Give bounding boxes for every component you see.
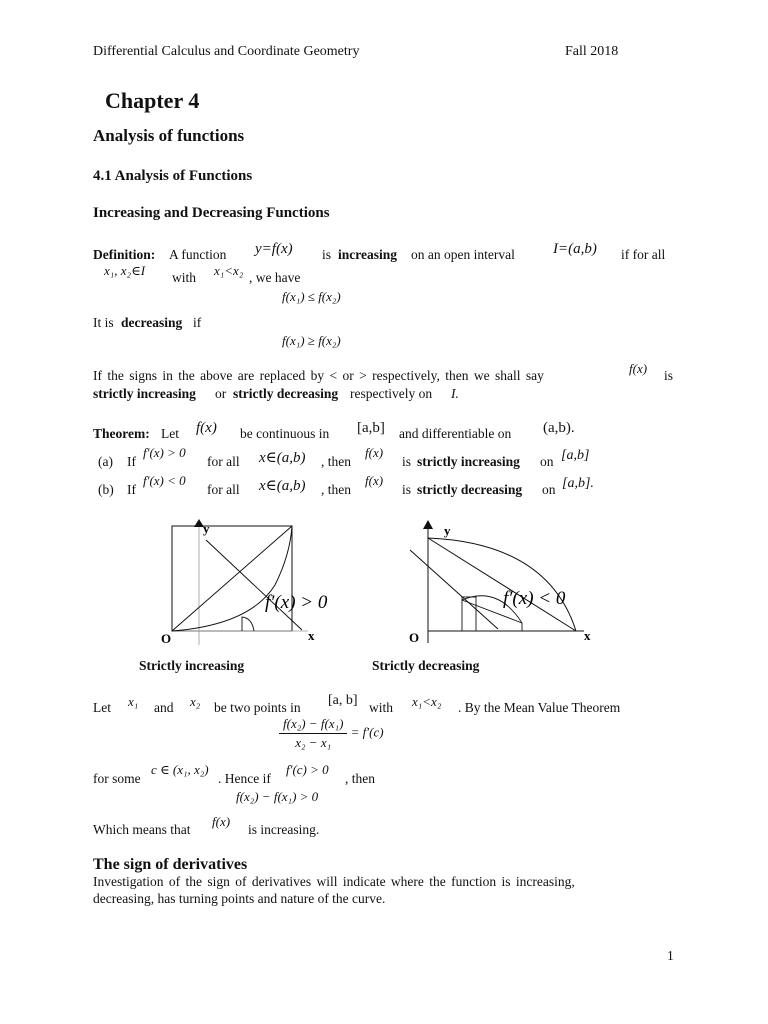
running-header-title: Differential Calculus and Coordinate Geometry: [93, 44, 360, 59]
theorem-text: and differentiable on: [399, 426, 512, 441]
math-derivative-negative: f′(x) < 0: [143, 473, 186, 488]
math-closed-interval: [a,b].: [562, 476, 594, 491]
theorem-label: Theorem:: [93, 426, 150, 441]
origin-label: O: [161, 631, 172, 646]
page-number: 1: [667, 948, 674, 963]
mvt-text: Which means that: [93, 822, 191, 837]
subsection-title: 4.1 Analysis of Functions: [93, 168, 253, 184]
math-closed-interval: [a,b]: [357, 420, 385, 436]
section-title: Analysis of functions: [93, 126, 245, 145]
definition-text: if: [193, 315, 202, 330]
strictly-increasing-term: strictly increasing: [93, 386, 196, 401]
theorem-text: , then: [321, 482, 351, 497]
figure-strictly-increasing: [150, 515, 360, 650]
theorem-strictly-increasing: strictly increasing: [417, 454, 520, 469]
secant-line: [172, 526, 292, 631]
math-difference-positive: f(x₂) − f(x₁) > 0: [236, 789, 319, 804]
definition-decreasing: decreasing: [121, 315, 183, 330]
mvt-fraction: [279, 716, 384, 751]
theorem-text: for all: [207, 454, 240, 469]
sign-section-line: decreasing, has turning points and nature of the curve.: [93, 891, 386, 906]
definition-text: is: [322, 247, 332, 262]
y-label: y: [203, 521, 210, 536]
theorem-text: be continuous in: [240, 426, 330, 441]
theorem-text: , then: [321, 454, 351, 469]
caption-strictly-decreasing: Strictly decreasing: [372, 658, 480, 673]
definition-text: It is: [93, 315, 114, 330]
theorem-text: If: [127, 482, 136, 497]
math-fx: f(x): [212, 814, 231, 829]
math-fx: f(x): [629, 361, 648, 376]
definition-increasing: increasing: [338, 247, 398, 262]
diagonal-line: [410, 550, 498, 629]
math-ineq-le: f(x₁) ≤ f(x₂): [282, 289, 341, 304]
math-x1x2-in-I: x₁, x₂∈I: [104, 263, 146, 278]
theorem-text: If: [127, 454, 136, 469]
theorem-text: for all: [207, 482, 240, 497]
math-x1: x₁: [128, 694, 139, 709]
topic-title: Increasing and Decreasing Functions: [93, 205, 330, 221]
math-x-in-interval: x∈(a,b): [259, 478, 306, 494]
math-x2: x₂: [190, 694, 201, 709]
chapter-title: Chapter 4: [105, 88, 200, 113]
theorem-text: Let: [161, 426, 179, 441]
mvt-text: . Hence if: [218, 771, 271, 786]
math-fx: f(x): [196, 420, 217, 436]
math-closed-interval: [a, b]: [328, 693, 358, 708]
definition-text: with: [172, 270, 197, 285]
x-label: x: [584, 628, 591, 643]
strict-paragraph: respectively on: [350, 386, 433, 401]
theorem-item-marker: (a): [98, 454, 113, 469]
theorem-item-marker: (b): [98, 482, 114, 497]
tangent-box: [462, 597, 476, 631]
math-fc-positive: f′(c) > 0: [286, 762, 329, 777]
figure-strictly-decreasing: [398, 515, 598, 650]
definition-text: A function: [169, 247, 227, 262]
mvt-text: is increasing.: [248, 822, 320, 837]
math-fx: f(x): [365, 473, 384, 488]
x-label: x: [308, 628, 315, 643]
mvt-text: for some: [93, 771, 141, 786]
caption-strictly-increasing: Strictly increasing: [139, 658, 245, 673]
sign-section-heading: The sign of derivatives: [93, 856, 248, 873]
mvt-text: . By the Mean Value Theorem: [458, 700, 621, 715]
mvt-fraction-denominator: x₂ − x₁: [295, 735, 332, 750]
theorem-text: is: [402, 454, 412, 469]
definition-text: on an open interval: [411, 247, 515, 262]
sign-section-line: Investigation of the sign of derivatives will indicate where the function is increasing,: [93, 874, 575, 889]
math-x1-lt-x2: x₁<x₂: [214, 263, 244, 278]
theorem-text: is: [402, 482, 412, 497]
definition-label: Definition:: [93, 247, 156, 262]
definition-text: , we have: [249, 270, 301, 285]
theorem-strictly-decreasing: strictly decreasing: [417, 482, 523, 497]
math-open-interval: (a,b).: [543, 420, 575, 436]
running-header-term: Fall 2018: [565, 44, 619, 59]
math-x1-lt-x2: x₁<x₂: [412, 694, 442, 709]
y-arrow: [423, 520, 433, 529]
math-ineq-ge: f(x₁) ≥ f(x₂): [282, 333, 341, 348]
mvt-fraction-rhs: = f′(c): [350, 724, 384, 740]
mvt-text: Let: [93, 700, 111, 715]
interval-I: I.: [451, 386, 459, 401]
math-closed-interval: [a,b]: [561, 448, 590, 463]
math-y-eq-fx: y=f(x): [255, 241, 293, 257]
y-label: y: [444, 523, 451, 538]
mvt-fraction-numerator: f(x₂) − f(x₁): [279, 716, 347, 734]
theorem-text: on: [540, 454, 554, 469]
mvt-text: and: [154, 700, 174, 715]
theorem-text: on: [542, 482, 556, 497]
derivative-negative-label: f′(x) < 0: [503, 588, 566, 609]
math-derivative-positive: f′(x) > 0: [143, 445, 186, 460]
strict-paragraph: or: [215, 386, 227, 401]
math-x-in-interval: x∈(a,b): [259, 450, 306, 466]
mvt-text: , then: [345, 771, 375, 786]
derivative-positive-label: f′(x) > 0: [265, 592, 328, 613]
strict-paragraph: is: [664, 368, 674, 383]
strict-paragraph: If the signs in the above are replaced by < or > respectively, then we shall say: [93, 368, 544, 383]
mvt-text: be two points in: [214, 700, 301, 715]
math-interval-I: I=(a,b): [553, 241, 597, 257]
definition-text: if for all: [621, 247, 666, 262]
tangent-marker: [242, 617, 254, 631]
mvt-text: with: [369, 700, 394, 715]
strictly-decreasing-term: strictly decreasing: [233, 386, 339, 401]
math-fx: f(x): [365, 445, 384, 460]
math-c-in-interval: c ∈ (x₁, x₂): [151, 762, 209, 777]
origin-label: O: [409, 630, 420, 645]
